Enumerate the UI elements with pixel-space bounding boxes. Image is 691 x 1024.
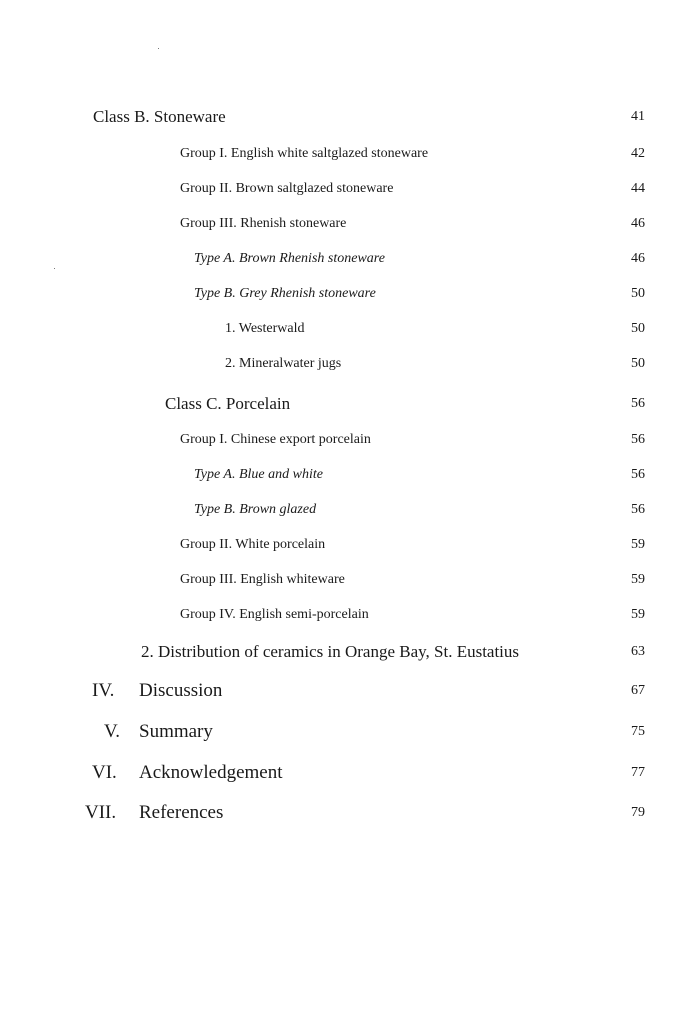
toc-page-number: 50 — [631, 321, 645, 336]
toc-entry-class-b — [0, 104, 691, 130]
toc-entry-label: Type A. Brown Rhenish stoneware — [194, 251, 385, 266]
toc-entry-b-group-2 — [0, 176, 691, 202]
toc-entry-label: Class B. Stoneware — [93, 107, 226, 126]
toc-entry-label: Group I. English white saltglazed stoneware — [180, 146, 429, 161]
chapter-numeral: IV. — [92, 680, 115, 701]
toc-page-number: 67 — [631, 683, 645, 698]
toc-page-number: 63 — [631, 644, 645, 659]
toc-page-number: 46 — [631, 251, 645, 266]
toc-entry-label: Class C. Porcelain — [165, 394, 291, 413]
toc-entry-c-group-3 — [0, 567, 691, 593]
toc-entry-b-group-3 — [0, 211, 691, 237]
chapter-title: Discussion — [139, 680, 223, 701]
toc-entry-class-c — [0, 391, 691, 417]
toc-page-number: 41 — [631, 109, 645, 124]
toc-page-number: 75 — [631, 724, 645, 739]
chapter-numeral: VII. — [85, 802, 117, 823]
toc-chapter-7 — [0, 800, 691, 826]
scan-speck — [158, 48, 159, 49]
toc-entry-c-type-b — [0, 497, 691, 523]
chapter-numeral: V. — [104, 721, 121, 742]
toc-entry-b-sub-1 — [0, 316, 691, 342]
toc-page-number: 50 — [631, 356, 645, 371]
chapter-title: References — [139, 802, 224, 823]
toc-page-number: 42 — [631, 146, 645, 161]
toc-chapter-4 — [0, 678, 691, 704]
toc-entry-c-group-4 — [0, 602, 691, 628]
toc-entry-label: 2. Mineralwater jugs — [225, 356, 342, 371]
toc-page-number: 56 — [631, 396, 645, 411]
toc-page-number: 56 — [631, 502, 645, 517]
toc-entry-label: Group II. Brown saltglazed stoneware — [180, 181, 394, 196]
toc-entry-label: Group IV. English semi-porcelain — [180, 607, 369, 622]
toc-entry-c-group-2 — [0, 532, 691, 558]
toc-page-number: 56 — [631, 467, 645, 482]
toc-entry-label: Type B. Grey Rhenish stoneware — [194, 286, 376, 301]
toc-entry-distribution — [0, 639, 691, 665]
toc-page-number: 79 — [631, 805, 645, 820]
toc-entry-b-type-b — [0, 281, 691, 307]
toc-entry-b-sub-2 — [0, 351, 691, 377]
toc-page-number: 59 — [631, 537, 645, 552]
toc-entry-b-group-1 — [0, 141, 691, 167]
toc-entry-c-type-a — [0, 462, 691, 488]
chapter-title: Acknowledgement — [139, 762, 283, 783]
toc-page-number: 46 — [631, 216, 645, 231]
toc-chapter-5 — [0, 719, 691, 745]
chapter-numeral: VI. — [92, 762, 117, 783]
toc-page-number: 59 — [631, 607, 645, 622]
toc-entry-label: Type A. Blue and white — [194, 467, 323, 482]
toc-entry-label: Group I. Chinese export porcelain — [180, 432, 371, 447]
toc-entry-c-group-1 — [0, 427, 691, 453]
toc-page-number: 56 — [631, 432, 645, 447]
toc-page-number: 77 — [631, 765, 645, 780]
toc-entry-label: 2. Distribution of ceramics in Orange Bay, St. Eustatius — [141, 642, 520, 661]
chapter-title: Summary — [139, 721, 213, 742]
toc-entry-b-type-a — [0, 246, 691, 272]
toc-page-number: 59 — [631, 572, 645, 587]
toc-page-number: 44 — [631, 181, 645, 196]
toc-entry-label: Group III. Rhenish stoneware — [180, 216, 347, 231]
toc-entry-label: Group III. English whiteware — [180, 572, 345, 587]
toc-chapter-6 — [0, 760, 691, 786]
toc-entry-label: 1. Westerwald — [225, 321, 305, 336]
toc-entry-label: Group II. White porcelain — [180, 537, 326, 552]
toc-page-number: 50 — [631, 286, 645, 301]
toc-entry-label: Type B. Brown glazed — [194, 502, 317, 517]
